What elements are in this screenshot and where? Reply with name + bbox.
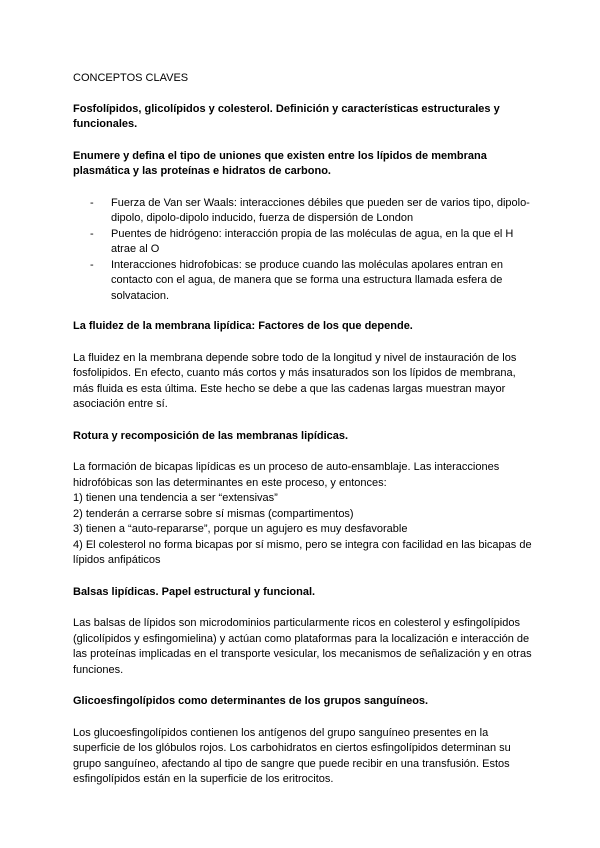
rotura-line: 4) El colesterol no forma bicapas por sí mismo, pero se integra con facilidad en las bicapas de lípidos anfipáticos xyxy=(73,538,532,566)
dash-bullet-icon: - xyxy=(90,227,94,240)
rotura-line: 1) tienen una tendencia a ser “extensivas” xyxy=(73,492,278,504)
heading-fluidez: La fluidez de la membrana lipídica: Factores de los que depende. xyxy=(73,320,413,332)
paragraph-balsas: Las balsas de lípidos son microdominios particularmente ricos en colesterol y esfingolípidos (glicolípidos y esfingomielina) y actúan como plataformas para la localización e interacción de las proteínas implicadas en el transporte vesicular, los mecanismos de señalización y en otras funciones. xyxy=(73,617,532,676)
list-item-text: Puentes de hidrógeno: interacción propia de las moléculas de agua, en la que el H atrae al O xyxy=(111,227,514,255)
list-item xyxy=(73,227,533,258)
document-title: CONCEPTOS CLAVES xyxy=(73,72,189,84)
document-content xyxy=(73,71,533,788)
paragraph-glicoesfingolipidos: Los glucoesfingolípidos contienen los antígenos del grupo sanguíneo presentes en la superficie de los glóbulos rojos. Los carbohidratos en ciertos esfingolípidos determinan su grupo sanguíneo, afectando al tipo de sangre que puede recibir en una transfusión. Estos esfingolípidos están en la superficie de los eritrocitos. xyxy=(73,726,511,785)
heading-balsas: Balsas lipídicas. Papel estructural y funcional. xyxy=(73,585,316,598)
heading-glicoesfingolipidos: Glicoesfingolípidos como determinantes de los grupos sanguíneos. xyxy=(73,695,429,707)
rotura-line: 3) tienen a “auto-repararse”, porque un agujero es muy desfavorable xyxy=(73,523,408,535)
list-item xyxy=(73,258,533,305)
rotura-line: 2) tenderán a cerrarse sobre sí mismas (compartimentos) xyxy=(73,507,354,520)
dash-bullet-icon: - xyxy=(90,196,94,209)
dash-bullet-icon: - xyxy=(90,258,94,271)
uniones-list xyxy=(73,196,533,305)
list-item-text: Interacciones hidrofobicas: se produce cuando las moléculas apolares entran en contacto con el agua, de manera que se forma una estructura llamada esfera de solvatacion. xyxy=(111,258,503,302)
list-item-text: Fuerza de Van ser Waals: interacciones débiles que pueden ser de varios tipo, dipolo-dipolo, dipolo-dipolo inducido, fuerza de dispersión de London xyxy=(111,196,530,224)
heading-fosfolipidos: Fosfolípidos, glicolípidos y colesterol. Definición y características estructurales y funcionales. xyxy=(73,102,500,130)
paragraph-rotura: La formación de bicapas lipídicas es un proceso de auto-ensamblaje. Las interacciones hidrofóbicas son las determinantes en este proceso, y entonces: xyxy=(73,461,500,489)
heading-rotura: Rotura y recomposición de las membranas lipídicas. xyxy=(73,429,349,442)
paragraph-fluidez: La fluidez en la membrana depende sobre todo de la longitud y nivel de instauración de los fosfolipidos. En efecto, cuanto más cortos y más insaturados son los lípidos de membrana, más fluida es esta última. Este hecho se debe a que las cadenas largas muestran mayor asociación entre sí. xyxy=(73,351,517,410)
heading-uniones: Enumere y defina el tipo de uniones que existen entre los lípidos de membrana plasmática y las proteínas e hidratos de carbono. xyxy=(73,149,487,177)
list-item xyxy=(73,196,533,227)
